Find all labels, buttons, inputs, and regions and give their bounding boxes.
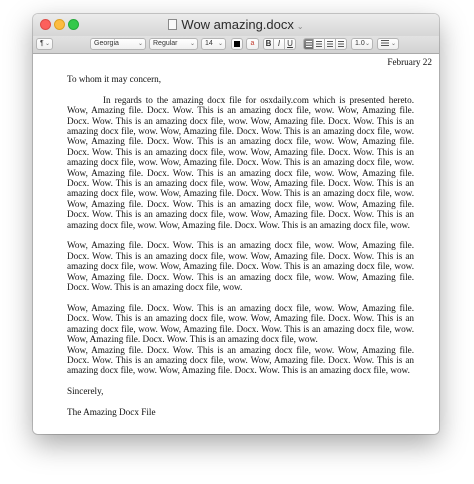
text-color-well[interactable] bbox=[231, 38, 243, 50]
window-title: Wow amazing.docx bbox=[181, 17, 294, 32]
bold-button[interactable]: B bbox=[263, 38, 274, 50]
letter-greeting: To whom it may concern, bbox=[67, 74, 162, 84]
align-justify-icon bbox=[338, 41, 344, 47]
format-toolbar bbox=[33, 36, 439, 54]
letter-paragraph-3: Wow, Amazing file. Docx. Wow. This is an amazing docx file, wow. Wow, Amazing file. Docx. Wow. This is an amazing docx file, wow. Wow, Amazing file. Docx. Wow. This is an amazing docx file, wow. Wow, Amazing file. Docx. Wow. This is an amazing docx file, wow. Wow, Amazing file. Docx. Wow. This is an amazing docx file, wow. bbox=[67, 302, 414, 345]
window-title-area[interactable] bbox=[33, 17, 439, 35]
letter-signature: The Amazing Docx File bbox=[67, 406, 156, 417]
letter-paragraph-1: In regards to the amazing docx file for osxdaily.com which is presented hereto. Wow, Amazing file. Docx. Wow. This is an amazing docx file, wow. Wow, Amazing file. Docx. Wow. This is an amazing docx file, wow. Wow, Amazing file. Docx. Wow. This is an amazing docx file, wow. Wow, Amazing file. Docx. Wow. This is an amazing docx file, wow. Wow, Amazing file. Docx. Wow. This is an amazing docx file, wow. Wow, Amazing file. Docx. Wow. This is an amazing docx file, wow. Wow, Amazing file. Docx. Wow. This is an amazing docx file, wow. Wow, Amazing file. Docx. Wow. This is an amazing docx file, wow. Wow, Amazing file. Docx. Wow. This is an amazing docx file, wow. Wow, Amazing file. Docx. Wow. This is an amazing docx file, wow. Wow, Amazing file. Docx. Wow. This is an amazing docx file, wow. Wow, Amazing file. Docx. Wow. This is an amazing docx file, wow. Wow, Amazing file. Docx. Wow. This is an amazing docx file, wow. Wow, Amazing file. Docx. Wow. This is an amazing docx file, wow. Wow, Amazing file. Docx. Wow. This is an amazing docx file, wow. Wow, Amazing file. Docx. Wow. This is an amazing docx file, wow. bbox=[67, 94, 414, 230]
chevron-down-icon: ⌄ bbox=[137, 41, 143, 47]
paragraph-icon: ¶ bbox=[40, 40, 44, 47]
letter-closing: Sincerely, bbox=[67, 386, 104, 397]
title-bar[interactable] bbox=[33, 14, 439, 36]
bullet-list-icon bbox=[381, 40, 389, 46]
letter-date: February 22 bbox=[387, 57, 432, 67]
font-size-value: 14 bbox=[205, 40, 213, 47]
document-text-area[interactable] bbox=[33, 54, 439, 434]
letter-body bbox=[67, 74, 414, 417]
underline-button[interactable]: U bbox=[285, 38, 296, 50]
title-chevron-icon[interactable]: ⌄ bbox=[296, 22, 304, 31]
italic-button[interactable]: I bbox=[274, 38, 285, 50]
align-left-button[interactable] bbox=[303, 38, 314, 50]
typeface-value: Regular bbox=[153, 40, 178, 47]
chevron-down-icon: ⌄ bbox=[189, 41, 195, 47]
align-right-icon bbox=[327, 41, 333, 47]
letter-paragraph-4: Wow, Amazing file. Docx. Wow. This is an amazing docx file, wow. Wow, Amazing file. Docx. Wow. This is an amazing docx file, wow. Wow, Amazing file. Docx. Wow. This is an amazing docx file, wow. Wow, Amazing file. Docx. Wow. This is an amazing docx file, wow. bbox=[67, 344, 414, 376]
align-center-button[interactable] bbox=[314, 38, 325, 50]
align-right-button[interactable] bbox=[325, 38, 336, 50]
font-size-dropdown[interactable] bbox=[201, 38, 226, 50]
alignment-buttons bbox=[303, 38, 347, 50]
chevron-down-icon: ⌄ bbox=[217, 41, 223, 47]
document-icon bbox=[168, 19, 177, 30]
typeface-dropdown[interactable] bbox=[149, 38, 198, 50]
chevron-down-icon: ⌄ bbox=[44, 41, 50, 47]
font-family-value: Georgia bbox=[94, 40, 119, 47]
chevron-down-icon: ⌄ bbox=[390, 41, 396, 47]
text-style-buttons bbox=[263, 38, 296, 50]
chevron-down-icon: ⌄ bbox=[364, 41, 370, 47]
paragraph-style-dropdown[interactable] bbox=[36, 38, 53, 50]
line-spacing-dropdown[interactable] bbox=[351, 38, 373, 50]
line-spacing-value: 1.0 bbox=[355, 40, 365, 47]
highlight-color-button[interactable] bbox=[246, 38, 259, 50]
highlighter-icon: a bbox=[250, 40, 255, 47]
font-family-dropdown[interactable] bbox=[90, 38, 146, 50]
align-center-icon bbox=[316, 41, 322, 47]
letter-paragraph-2: Wow, Amazing file. Docx. Wow. This is an amazing docx file, wow. Wow, Amazing file. Docx. Wow. This is an amazing docx file, wow. Wow, Amazing file. Docx. Wow. This is an amazing docx file, wow. Wow, Amazing file. Docx. Wow. This is an amazing docx file, wow. Wow, Amazing file. Docx. Wow. This is an amazing docx file, wow. Wow, Amazing file. Docx. Wow. This is an amazing docx file, wow. bbox=[67, 240, 414, 293]
list-style-dropdown[interactable] bbox=[377, 38, 399, 50]
text-color-swatch bbox=[234, 41, 240, 47]
align-justify-button[interactable] bbox=[336, 38, 347, 50]
align-left-icon bbox=[306, 41, 312, 47]
document-window bbox=[33, 14, 439, 434]
